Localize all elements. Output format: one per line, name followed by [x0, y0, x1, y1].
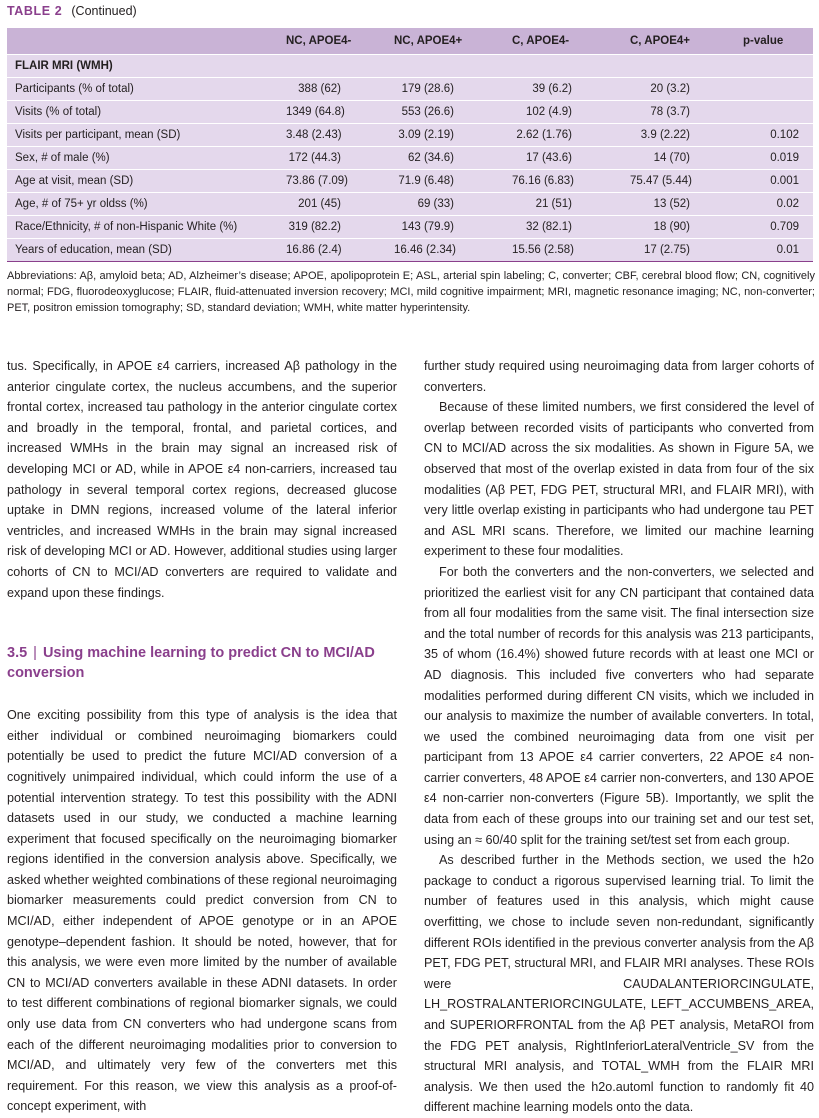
table-caption: [7, 3, 137, 19]
table-continued: (Continued): [71, 4, 137, 18]
cell-c-apoe4-pos: 18 (90): [622, 215, 735, 238]
cell-nc-apoe4-neg: 319 (82.2): [278, 215, 386, 238]
cell-c-apoe4-pos: 14 (70): [622, 146, 735, 169]
section-label: FLAIR MRI (WMH): [7, 54, 813, 77]
cell-c-apoe4-neg: 15.56 (2.58): [504, 238, 622, 261]
cell-p-value: 0.102: [735, 123, 813, 146]
body-paragraph: As described further in the Methods section, we used the h2o package to conduct a rigorous supervised learning trial. To limit the number of features used in this analysis, which might cause overfitting, we chose to include seven non-redundant, significantly different ROIs identified in the previous converter analysis from the Aβ PET, FDG PET, structural MRI, and FLAIR MRI analyses. These ROIs were CAUDALANTERIORCINGULATE, LH_ROSTRALANTERIORCINGULATE, LEFT_ACCUMBENS_AREA, and SUPERIORFRONTAL from the Aβ PET analysis, MetaROI from the FDG PET analysis, RightInferiorLateralVentricle_SV from the structural MRI analysis, and TOTAL_WMH from the FLAIR MRI analysis. We then used the h2o.automl function to randomly fit 40 different machine learning models onto the data.: [424, 853, 814, 1115]
cell-nc-apoe4-pos: 179 (28.6): [386, 77, 504, 100]
cell-nc-apoe4-neg: 201 (45): [278, 192, 386, 215]
cell-c-apoe4-neg: 76.16 (6.83): [504, 169, 622, 192]
cell-c-apoe4-neg: 17 (43.6): [504, 146, 622, 169]
section-title: Using machine learning to predict CN to MCI/AD conversion: [7, 645, 375, 682]
table-header-row: [7, 28, 813, 54]
cell-nc-apoe4-pos: 62 (34.6): [386, 146, 504, 169]
table-row: [7, 100, 813, 123]
header-c-apoe4-neg: C, APOE4-: [504, 28, 622, 54]
cell-c-apoe4-pos: 75.47 (5.44): [622, 169, 735, 192]
row-label: Age at visit, mean (SD): [7, 169, 278, 192]
body-paragraph: Because of these limited numbers, we first considered the level of overlap between recorded visits of participants who converted from CN to MCI/AD across the six modalities. As shown in Figure 5A, we observed that most of the overlap existed in data from four of the six modalities (Aβ PET, FDG PET, structural MRI, and FLAIR MRI), with very little overlap existing in participants who had undergone tau PET and ASL MRI scans. Therefore, we limited our machine learning experiment to these four modalities.: [424, 400, 814, 559]
cell-nc-apoe4-pos: 553 (26.6): [386, 100, 504, 123]
cell-nc-apoe4-pos: 143 (79.9): [386, 215, 504, 238]
cell-p-value: 0.019: [735, 146, 813, 169]
table-row: [7, 192, 813, 215]
cell-nc-apoe4-neg: 73.86 (7.09): [278, 169, 386, 192]
row-label: Sex, # of male (%): [7, 146, 278, 169]
cell-nc-apoe4-neg: 1349 (64.8): [278, 100, 386, 123]
row-label: Participants (% of total): [7, 77, 278, 100]
row-label: Race/Ethnicity, # of non-Hispanic White (%): [7, 215, 278, 238]
table-row: [7, 215, 813, 238]
table-row: [7, 169, 813, 192]
cell-p-value: [735, 77, 813, 100]
table-abbreviations: Abbreviations: Aβ, amyloid beta; AD, Alzheimer’s disease; APOE, apolipoprotein E; ASL, arterial spin labeling; C, converter; CBF, cerebral blood flow; CN, cognitively normal; FDG, fluorodeoxyglucose; FLAIR, fluid-attenuated inversion recovery; MCI, mild cognitive impairment; MRI, magnetic resonance imaging; NC, non-converter; PET, positron emission tomography; SD, standard deviation; WMH, white matter hyperintensity.: [7, 270, 815, 314]
table-number: TABLE 2: [7, 4, 63, 18]
cell-nc-apoe4-pos: 71.9 (6.48): [386, 169, 504, 192]
cell-c-apoe4-neg: 102 (4.9): [504, 100, 622, 123]
header-nc-apoe4-pos: NC, APOE4+: [386, 28, 504, 54]
body-paragraph: For both the converters and the non-converters, we selected and prioritized the earliest visit for any CN participant that contained data from all four modalities from the same visit. The final intersection size and the total number of records for this analysis was 213 participants, 35 of whom (16.4%) showed future records with at least one MCI or AD diagnosis. This included five converters who had separate modalities performed during different CN visits, which we included in our analysis to maximize the number of available converters. In total, we used the combined neuroimaging data from one visit per participant from 13 APOE ε4 carrier converters, 22 APOE ε4 non-carrier converters, 48 APOE ε4 carrier non-converters, and 130 APOE ε4 non-carrier non-converters (Figure 5B). Importantly, we split the data from each of these groups into our training set and our test set, using an ≈ 60/40 split for the training set/test set from each group.: [424, 564, 814, 847]
cell-nc-apoe4-pos: 16.46 (2.34): [386, 238, 504, 261]
row-label: Age, # of 75+ yr oldss (%): [7, 192, 278, 215]
cell-c-apoe4-neg: 21 (51): [504, 192, 622, 215]
cell-nc-apoe4-neg: 3.48 (2.43): [278, 123, 386, 146]
cell-c-apoe4-pos: 20 (3.2): [622, 77, 735, 100]
row-label: Visits per participant, mean (SD): [7, 123, 278, 146]
header-c-apoe4-pos: C, APOE4+: [622, 28, 735, 54]
cell-nc-apoe4-neg: 16.86 (2.4): [278, 238, 386, 261]
cell-c-apoe4-pos: 13 (52): [622, 192, 735, 215]
row-label: Years of education, mean (SD): [7, 238, 278, 261]
cell-c-apoe4-pos: 17 (2.75): [622, 238, 735, 261]
cell-nc-apoe4-neg: 172 (44.3): [278, 146, 386, 169]
body-paragraph: One exciting possibility from this type of analysis is the idea that either individual or combined neuroimaging biomarkers could potentially be used to predict the future MCI/AD conversion of a cognitively unimpaired individual, which could inform the use of a potential intervention strategy. To test this possibility with the ADNI datasets used in our study, we conducted a machine learning experiment that focused specifically on the neuroimaging biomarker regions identified in the conversion analysis above. Specifically, we asked whether weighted combinations of these regional neuroimaging biomarker measurements could predict conversion from CN to MCI/AD, either independent of APOE genotype or in an APOE genotype–dependent fashion. It should be noted, however, that for this analysis, we were even more limited by the number of available CN to MCI/AD converters available in these ADNI datasets. In order to test different combinations of regional biomarker signals, we could only use data from CN converters who had undergone scans from each of the different neuroimaging modalities prior to conversion to MCI/AD, and ultimately very few of the converters met this requirement. For this reason, we view this analysis as a proof-of-concept experiment, with: [7, 708, 397, 1114]
header-label: [7, 28, 278, 54]
header-p-value: p-value: [735, 28, 813, 54]
cell-c-apoe4-neg: 39 (6.2): [504, 77, 622, 100]
left-column: [7, 356, 397, 1117]
table-row: [7, 146, 813, 169]
row-label: Visits (% of total): [7, 100, 278, 123]
cell-nc-apoe4-pos: 69 (33): [386, 192, 504, 215]
cell-nc-apoe4-pos: 3.09 (2.19): [386, 123, 504, 146]
section-heading: 3.5 | Using machine learning to predict CN to MCI/AD conversion: [7, 645, 375, 682]
cell-p-value: [735, 100, 813, 123]
cell-c-apoe4-neg: 2.62 (1.76): [504, 123, 622, 146]
cell-p-value: 0.709: [735, 215, 813, 238]
cell-nc-apoe4-neg: 388 (62): [278, 77, 386, 100]
table-row: [7, 77, 813, 100]
table-row: [7, 123, 813, 146]
section-number: 3.5: [7, 645, 28, 662]
cell-p-value: 0.001: [735, 169, 813, 192]
cell-p-value: 0.02: [735, 192, 813, 215]
body-paragraph: further study required using neuroimaging data from larger cohorts of converters.: [424, 359, 814, 394]
table-row: [7, 238, 813, 261]
demographics-table: [7, 28, 813, 262]
cell-c-apoe4-neg: 32 (82.1): [504, 215, 622, 238]
table-section-row: [7, 54, 813, 77]
header-nc-apoe4-neg: NC, APOE4-: [278, 28, 386, 54]
right-column: [424, 356, 814, 1118]
body-paragraph: tus. Specifically, in APOE ε4 carriers, increased Aβ pathology in the anterior cingulate cortex, the nucleus accumbens, and the superior frontal cortex, increased tau pathology in the anterior cingulate cortex and broadly in the temporal, frontal, and parietal cortices, and increased WMHs in the brain may signal an increased risk of developing MCI or AD, while in APOE ε4 non-carriers, increased tau pathology in several temporal cortex regions, decreased glucose uptake in DMN regions, increased volume of the lateral inferior ventricles, and increased WMHs in the brain may signal increased risk of developing MCI or AD. However, additional studies using larger cohorts of CN to MCI/AD converters are required to validate and expand upon these findings.: [7, 359, 397, 600]
cell-c-apoe4-pos: 3.9 (2.22): [622, 123, 735, 146]
cell-p-value: 0.01: [735, 238, 813, 261]
cell-c-apoe4-pos: 78 (3.7): [622, 100, 735, 123]
